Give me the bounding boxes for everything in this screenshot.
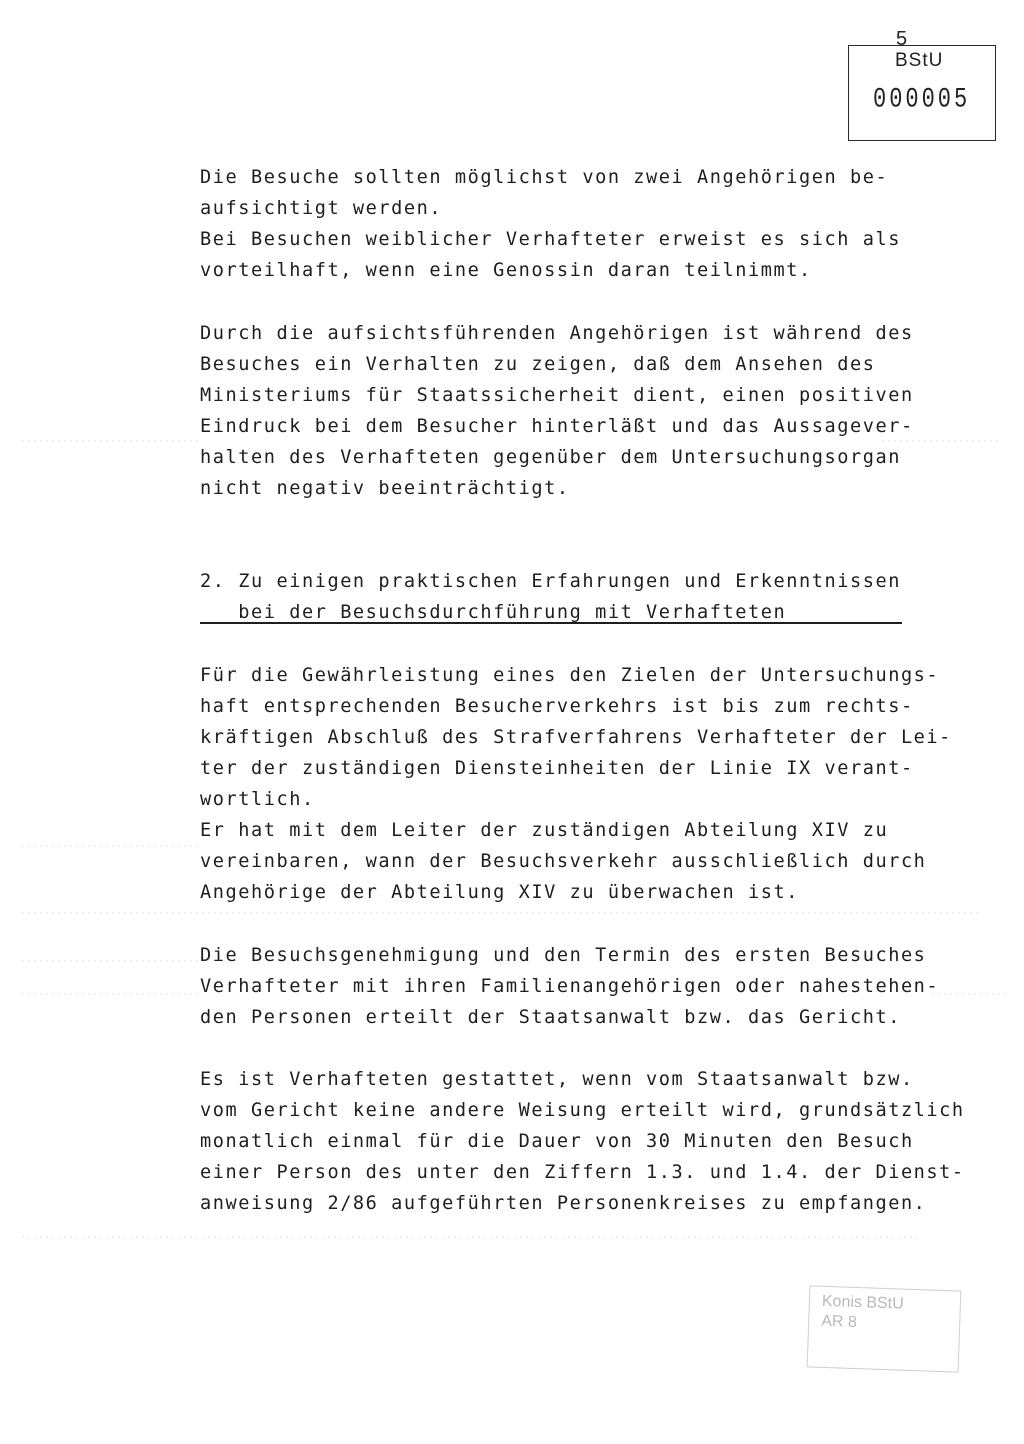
section-heading <box>200 566 970 628</box>
faint-stamp-line: AR 8 <box>820 1312 858 1332</box>
paragraph-visit-rules <box>200 1064 970 1219</box>
paragraph-conduct <box>200 318 970 504</box>
scan-noise <box>20 912 980 914</box>
text-line: einer Person des unter den Ziffern 1.3. und 1.4. der Dienst- <box>200 1162 965 1183</box>
text-line: ter der zuständigen Diensteinheiten der Linie IX verant- <box>200 758 914 779</box>
heading-line: bei der Besuchsdurchführung mit Verhafteten <box>200 602 787 623</box>
text-line: Die Besuche sollten möglichst von zwei Angehörigen be- <box>200 167 889 188</box>
scan-noise <box>20 993 200 995</box>
text-line: Eindruck bei dem Besucher hinterläßt und das Aussagever- <box>200 416 914 437</box>
text-line: Besuches ein Verhalten zu zeigen, daß dem Ansehen des <box>200 354 876 375</box>
paragraph-approval <box>200 940 970 1033</box>
text-line: Für die Gewährleistung eines den Zielen der Untersuchungs- <box>200 665 940 686</box>
text-line: anweisung 2/86 aufgeführten Personenkreises zu empfangen. <box>200 1193 927 1214</box>
scan-noise <box>20 440 200 442</box>
page-number: 5 <box>896 28 908 50</box>
scan-noise <box>20 1236 920 1238</box>
heading-underline <box>200 622 902 624</box>
text-line: nicht negativ beeinträchtigt. <box>200 478 570 499</box>
faint-archive-stamp <box>807 1285 962 1372</box>
heading-line: 2. Zu einigen praktischen Erfahrungen und Erkenntnissen <box>200 571 901 592</box>
text-line: wortlich. <box>200 789 315 810</box>
archive-stamp-number: 000005 <box>873 84 971 116</box>
scan-noise <box>20 960 200 962</box>
text-line: vereinbaren, wann der Besuchsverkehr ausschließlich durch <box>200 851 927 872</box>
text-line: den Personen erteilt der Staatsanwalt bzw. das Gericht. <box>200 1007 901 1028</box>
text-line: Durch die aufsichtsführenden Angehörigen ist während des <box>200 323 914 344</box>
paragraph-responsibility <box>200 660 970 908</box>
paragraph-visits-supervision <box>200 162 970 286</box>
text-line: vorteilhaft, wenn eine Genossin daran teilnimmt. <box>200 260 812 281</box>
faint-stamp-line: Konis BStU <box>821 1292 904 1313</box>
text-line: Ministeriums für Staatssicherheit dient, einen positiven <box>200 385 914 406</box>
scan-noise <box>930 993 1010 995</box>
text-line: Die Besuchsgenehmigung und den Termin des ersten Besuches <box>200 945 927 966</box>
text-line: Angehörige der Abteilung XIV zu überwachen ist. <box>200 882 799 903</box>
text-line: Er hat mit dem Leiter der zuständigen Abteilung XIV zu <box>200 820 889 841</box>
text-line: Es ist Verhafteten gestattet, wenn vom Staatsanwalt bzw. <box>200 1069 914 1090</box>
text-line: monatlich einmal für die Dauer von 30 Minuten den Besuch <box>200 1131 914 1152</box>
text-line: halten des Verhafteten gegenüber dem Untersuchungsorgan <box>200 447 901 468</box>
text-line: aufsichtigt werden. <box>200 198 443 219</box>
scan-noise <box>880 440 1000 442</box>
scan-noise <box>20 845 200 847</box>
text-line: Bei Besuchen weiblicher Verhafteter erweist es sich als <box>200 229 901 250</box>
text-line: kräftigen Abschluß des Strafverfahrens Verhafteter der Lei- <box>200 727 952 748</box>
text-line: vom Gericht keine andere Weisung erteilt wird, grundsätzlich <box>200 1100 965 1121</box>
text-line: Verhafteter mit ihren Familienangehörigen oder nahestehen- <box>200 976 940 997</box>
archive-stamp-label: BStU <box>895 50 944 71</box>
text-line: haft entsprechenden Besucherverkehrs ist bis zum rechts- <box>200 696 914 717</box>
